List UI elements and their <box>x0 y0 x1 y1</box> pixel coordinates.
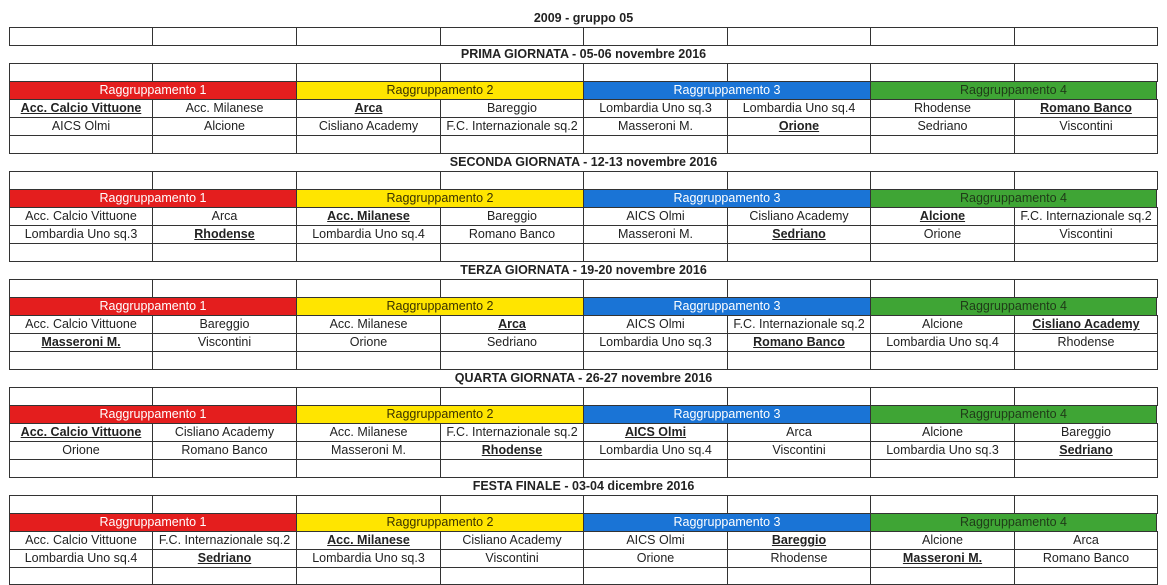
empty-cell <box>583 28 727 45</box>
team-cell: Rhodense <box>1014 334 1158 351</box>
rounds-container <box>9 27 1158 585</box>
group-2-header: Raggruppamento 2 <box>296 82 583 99</box>
group-header-row <box>9 189 1158 207</box>
empty-cell <box>440 172 583 189</box>
schedule-sheet <box>9 9 1158 585</box>
team-cell: F.C. Internazionale sq.2 <box>152 532 296 549</box>
spacer-row <box>9 27 1158 45</box>
empty-cell <box>9 496 152 513</box>
empty-cell <box>440 280 583 297</box>
empty-cell <box>152 352 296 369</box>
team-cell: Sedriano <box>727 226 870 243</box>
empty-cell <box>727 28 870 45</box>
spacer-row <box>9 135 1158 153</box>
team-cell: F.C. Internazionale sq.2 <box>1014 208 1158 225</box>
empty-cell <box>440 568 583 584</box>
empty-cell <box>9 388 152 405</box>
empty-cell <box>1014 244 1158 261</box>
team-cell: Cisliano Academy <box>727 208 870 225</box>
team-cell: Acc. Calcio Vittuone <box>9 208 152 225</box>
empty-cell <box>152 496 296 513</box>
team-cell: Masseroni M. <box>870 550 1014 567</box>
empty-cell <box>1014 496 1158 513</box>
team-cell: Romano Banco <box>152 442 296 459</box>
empty-cell <box>727 388 870 405</box>
empty-cell <box>1014 388 1158 405</box>
empty-cell <box>1014 568 1158 584</box>
empty-cell <box>1014 460 1158 477</box>
team-cell: Acc. Milanese <box>296 532 440 549</box>
empty-cell <box>870 244 1014 261</box>
round-heading: TERZA GIORNATA - 19-20 novembre 2016 <box>460 263 707 278</box>
round-heading: FESTA FINALE - 03-04 dicembre 2016 <box>472 479 695 494</box>
spacer-row <box>9 171 1158 189</box>
empty-cell <box>870 136 1014 153</box>
group-3-header: Raggruppamento 3 <box>583 190 870 207</box>
team-cell: Acc. Milanese <box>296 316 440 333</box>
team-cell: Acc. Calcio Vittuone <box>9 100 152 117</box>
team-cell: Alcione <box>870 208 1014 225</box>
team-cell: Rhodense <box>440 442 583 459</box>
group-2-header: Raggruppamento 2 <box>296 190 583 207</box>
empty-cell <box>296 568 440 584</box>
empty-cell <box>9 460 152 477</box>
spacer-row <box>9 279 1158 297</box>
team-cell: Sedriano <box>152 550 296 567</box>
group-4-header: Raggruppamento 4 <box>870 298 1157 315</box>
empty-cell <box>583 244 727 261</box>
empty-cell <box>9 280 152 297</box>
team-cell: F.C. Internazionale sq.2 <box>440 424 583 441</box>
empty-cell <box>152 388 296 405</box>
team-cell: Acc. Calcio Vittuone <box>9 424 152 441</box>
empty-cell <box>9 28 152 45</box>
team-cell: AICS Olmi <box>583 532 727 549</box>
team-cell: Lombardia Uno sq.3 <box>9 226 152 243</box>
team-cell: Viscontini <box>1014 226 1158 243</box>
team-cell: Orione <box>583 550 727 567</box>
team-cell: Arca <box>727 424 870 441</box>
empty-cell <box>727 64 870 81</box>
group-header-row <box>9 297 1158 315</box>
team-cell: Orione <box>9 442 152 459</box>
group-2-header: Raggruppamento 2 <box>296 298 583 315</box>
empty-cell <box>870 388 1014 405</box>
empty-cell <box>583 460 727 477</box>
empty-cell <box>1014 172 1158 189</box>
empty-cell <box>152 136 296 153</box>
team-cell: Bareggio <box>440 100 583 117</box>
empty-cell <box>1014 280 1158 297</box>
team-cell: Lombardia Uno sq.4 <box>583 442 727 459</box>
team-cell: Arca <box>152 208 296 225</box>
team-cell: Arca <box>440 316 583 333</box>
team-cell: Bareggio <box>152 316 296 333</box>
empty-cell <box>9 172 152 189</box>
empty-cell <box>870 28 1014 45</box>
team-cell: F.C. Internazionale sq.2 <box>727 316 870 333</box>
empty-cell <box>870 496 1014 513</box>
empty-cell <box>440 28 583 45</box>
team-cell: F.C. Internazionale sq.2 <box>440 118 583 135</box>
team-cell: Sedriano <box>870 118 1014 135</box>
group-header-row <box>9 405 1158 423</box>
team-cell: Lombardia Uno sq.3 <box>870 442 1014 459</box>
team-cell: Acc. Milanese <box>296 208 440 225</box>
empty-cell <box>296 280 440 297</box>
empty-cell <box>727 280 870 297</box>
empty-cell <box>9 64 152 81</box>
team-cell: Sedriano <box>440 334 583 351</box>
team-cell: Orione <box>296 334 440 351</box>
empty-cell <box>583 388 727 405</box>
empty-cell <box>1014 64 1158 81</box>
team-row <box>9 549 1158 567</box>
round-heading-row <box>9 261 1158 279</box>
group-2-header: Raggruppamento 2 <box>296 406 583 423</box>
empty-cell <box>296 388 440 405</box>
spacer-row <box>9 567 1158 585</box>
team-row <box>9 531 1158 549</box>
group-1-header: Raggruppamento 1 <box>9 298 296 315</box>
empty-cell <box>9 352 152 369</box>
team-cell: Romano Banco <box>1014 100 1158 117</box>
empty-cell <box>1014 352 1158 369</box>
team-cell: Arca <box>1014 532 1158 549</box>
empty-cell <box>583 136 727 153</box>
group-3-header: Raggruppamento 3 <box>583 298 870 315</box>
empty-cell <box>152 460 296 477</box>
team-cell: Cisliano Academy <box>296 118 440 135</box>
empty-cell <box>296 172 440 189</box>
team-cell: Rhodense <box>870 100 1014 117</box>
team-row <box>9 333 1158 351</box>
empty-cell <box>727 244 870 261</box>
empty-cell <box>9 136 152 153</box>
empty-cell <box>727 568 870 584</box>
empty-cell <box>583 280 727 297</box>
empty-cell <box>296 352 440 369</box>
round-heading: PRIMA GIORNATA - 05-06 novembre 2016 <box>460 47 707 62</box>
round-heading-row <box>9 477 1158 495</box>
empty-cell <box>440 388 583 405</box>
empty-cell <box>152 280 296 297</box>
round-heading: QUARTA GIORNATA - 26-27 novembre 2016 <box>454 371 713 386</box>
team-cell: Romano Banco <box>1014 550 1158 567</box>
spacer-row <box>9 63 1158 81</box>
empty-cell <box>870 280 1014 297</box>
team-cell: Masseroni M. <box>583 118 727 135</box>
empty-cell <box>152 28 296 45</box>
title-row <box>9 9 1158 27</box>
group-1-header: Raggruppamento 1 <box>9 514 296 531</box>
group-4-header: Raggruppamento 4 <box>870 406 1157 423</box>
spacer-row <box>9 351 1158 369</box>
team-cell: Arca <box>296 100 440 117</box>
round-heading: SECONDA GIORNATA - 12-13 novembre 2016 <box>449 155 718 170</box>
team-cell: Masseroni M. <box>9 334 152 351</box>
spacer-row <box>9 495 1158 513</box>
team-cell: Cisliano Academy <box>1014 316 1158 333</box>
empty-cell <box>9 568 152 584</box>
team-row <box>9 117 1158 135</box>
empty-cell <box>583 64 727 81</box>
team-cell: Lombardia Uno sq.4 <box>9 550 152 567</box>
team-cell: Orione <box>727 118 870 135</box>
team-cell: Bareggio <box>1014 424 1158 441</box>
team-cell: Masseroni M. <box>583 226 727 243</box>
group-1-header: Raggruppamento 1 <box>9 190 296 207</box>
team-row <box>9 207 1158 225</box>
empty-cell <box>296 460 440 477</box>
team-cell: AICS Olmi <box>9 118 152 135</box>
group-header-row <box>9 513 1158 531</box>
empty-cell <box>1014 136 1158 153</box>
team-row <box>9 225 1158 243</box>
team-cell: Acc. Calcio Vittuone <box>9 316 152 333</box>
spacer-row <box>9 459 1158 477</box>
empty-cell <box>583 352 727 369</box>
empty-cell <box>440 136 583 153</box>
team-cell: Romano Banco <box>727 334 870 351</box>
team-row <box>9 315 1158 333</box>
team-row <box>9 99 1158 117</box>
team-row <box>9 441 1158 459</box>
team-cell: Rhodense <box>727 550 870 567</box>
team-cell: Acc. Milanese <box>296 424 440 441</box>
group-3-header: Raggruppamento 3 <box>583 82 870 99</box>
team-cell: Lombardia Uno sq.3 <box>583 100 727 117</box>
empty-cell <box>440 460 583 477</box>
team-cell: Masseroni M. <box>296 442 440 459</box>
empty-cell <box>583 172 727 189</box>
empty-cell <box>296 244 440 261</box>
group-3-header: Raggruppamento 3 <box>583 406 870 423</box>
empty-cell <box>870 172 1014 189</box>
empty-cell <box>583 568 727 584</box>
team-cell: Viscontini <box>1014 118 1158 135</box>
team-cell: AICS Olmi <box>583 424 727 441</box>
group-4-header: Raggruppamento 4 <box>870 82 1157 99</box>
empty-cell <box>727 460 870 477</box>
team-cell: Alcione <box>152 118 296 135</box>
team-cell: Alcione <box>870 316 1014 333</box>
team-cell: Viscontini <box>440 550 583 567</box>
round-heading-row <box>9 153 1158 171</box>
empty-cell <box>296 496 440 513</box>
team-cell: Bareggio <box>440 208 583 225</box>
group-2-header: Raggruppamento 2 <box>296 514 583 531</box>
empty-cell <box>870 64 1014 81</box>
spacer-row <box>9 243 1158 261</box>
empty-cell <box>152 64 296 81</box>
team-cell: Cisliano Academy <box>440 532 583 549</box>
team-cell: Romano Banco <box>440 226 583 243</box>
empty-cell <box>1014 28 1158 45</box>
empty-cell <box>152 172 296 189</box>
empty-cell <box>870 460 1014 477</box>
empty-cell <box>440 64 583 81</box>
sheet-title: 2009 - gruppo 05 <box>533 10 634 25</box>
empty-cell <box>152 244 296 261</box>
empty-cell <box>296 64 440 81</box>
empty-cell <box>296 136 440 153</box>
empty-cell <box>870 352 1014 369</box>
team-cell: Rhodense <box>152 226 296 243</box>
team-cell: Acc. Milanese <box>152 100 296 117</box>
team-cell: AICS Olmi <box>583 316 727 333</box>
group-3-header: Raggruppamento 3 <box>583 514 870 531</box>
empty-cell <box>440 496 583 513</box>
empty-cell <box>727 172 870 189</box>
empty-cell <box>870 568 1014 584</box>
empty-cell <box>727 496 870 513</box>
team-cell: Lombardia Uno sq.4 <box>870 334 1014 351</box>
group-4-header: Raggruppamento 4 <box>870 190 1157 207</box>
empty-cell <box>9 244 152 261</box>
team-cell: AICS Olmi <box>583 208 727 225</box>
empty-cell <box>727 352 870 369</box>
empty-cell <box>440 244 583 261</box>
team-cell: Lombardia Uno sq.4 <box>296 226 440 243</box>
team-cell: Lombardia Uno sq.3 <box>583 334 727 351</box>
team-cell: Acc. Calcio Vittuone <box>9 532 152 549</box>
team-cell: Bareggio <box>727 532 870 549</box>
team-cell: Viscontini <box>152 334 296 351</box>
team-cell: Cisliano Academy <box>152 424 296 441</box>
round-heading-row <box>9 369 1158 387</box>
empty-cell <box>583 496 727 513</box>
team-cell: Viscontini <box>727 442 870 459</box>
group-1-header: Raggruppamento 1 <box>9 406 296 423</box>
team-row <box>9 423 1158 441</box>
empty-cell <box>727 136 870 153</box>
empty-cell <box>152 568 296 584</box>
round-heading-row <box>9 45 1158 63</box>
group-4-header: Raggruppamento 4 <box>870 514 1157 531</box>
team-cell: Alcione <box>870 424 1014 441</box>
group-1-header: Raggruppamento 1 <box>9 82 296 99</box>
team-cell: Lombardia Uno sq.4 <box>727 100 870 117</box>
team-cell: Sedriano <box>1014 442 1158 459</box>
group-header-row <box>9 81 1158 99</box>
team-cell: Lombardia Uno sq.3 <box>296 550 440 567</box>
spacer-row <box>9 387 1158 405</box>
empty-cell <box>296 28 440 45</box>
team-cell: Alcione <box>870 532 1014 549</box>
empty-cell <box>440 352 583 369</box>
team-cell: Orione <box>870 226 1014 243</box>
